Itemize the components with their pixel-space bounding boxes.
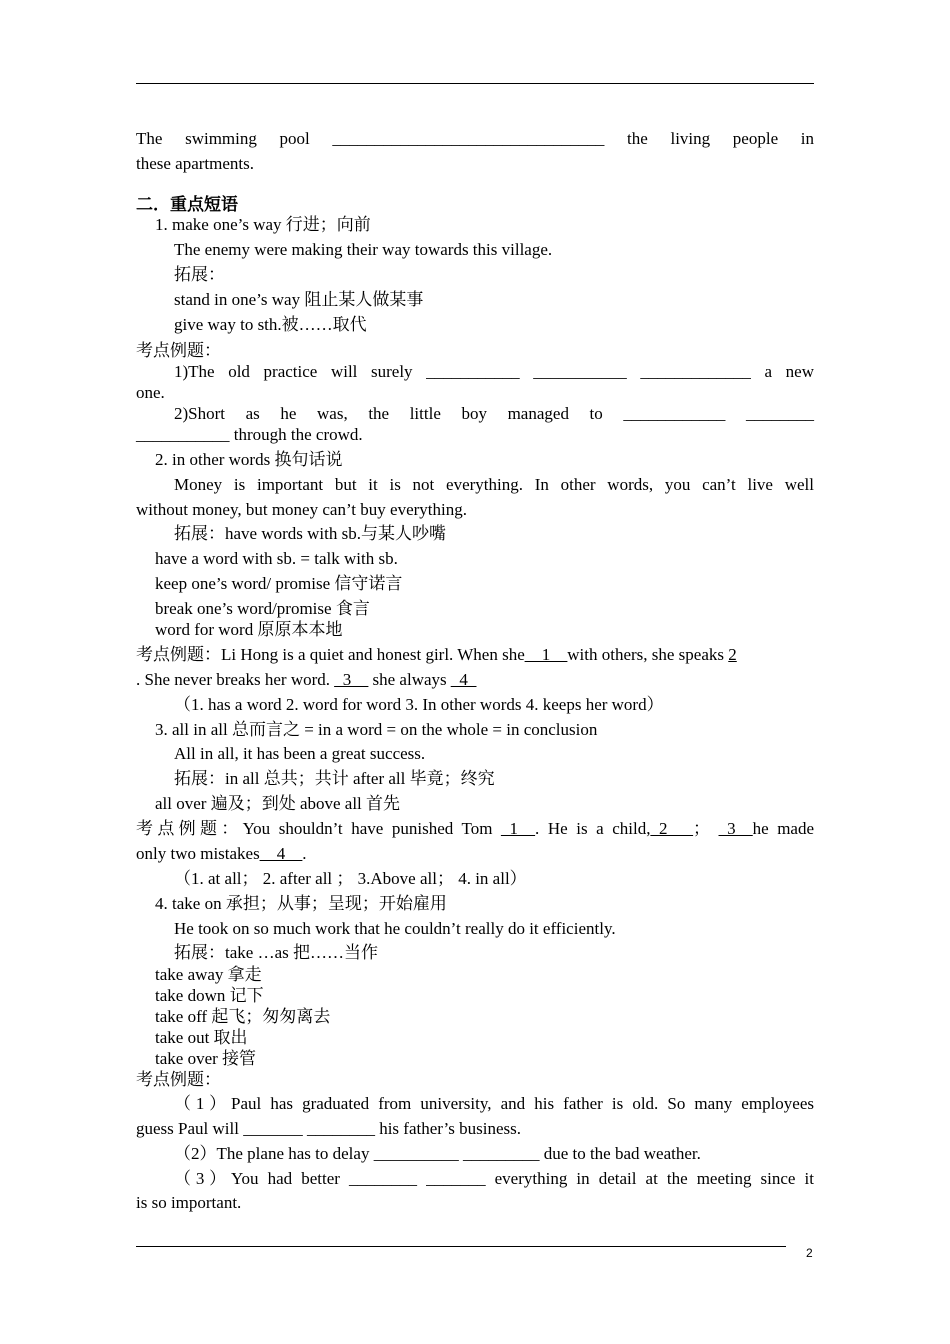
- text-segment: 考点例题：Li Hong is a quiet and honest girl. When she: [136, 645, 525, 664]
- text-segment: she always: [368, 670, 451, 689]
- header-rule: [136, 83, 814, 84]
- text-segment: only two mistakes: [136, 844, 260, 863]
- text-segment: . He is a child,: [535, 819, 651, 838]
- phrase-heading: 2. in other words 换句话说: [155, 450, 343, 469]
- answer-blank: __1__: [524, 645, 568, 664]
- options-line: （1. has a word 2. word for word 3. In other words 4. keeps her word）: [174, 695, 664, 714]
- text-line: The enemy were making their way towards this village.: [174, 240, 553, 259]
- text-line: give way to sth.被……取代: [174, 315, 367, 334]
- text-line: these apartments.: [136, 154, 255, 173]
- page-number: 2: [806, 1246, 813, 1260]
- text-line: take out 取出: [155, 1028, 248, 1047]
- text-line: 拓展：have words with sb.与某人吵嘴: [174, 524, 446, 543]
- text-line: [136, 645, 737, 665]
- text-line: （1）Paul has graduated from university, and his father is old. So many employees: [174, 1094, 814, 1113]
- text-line: take off 起飞；匆匆离去: [155, 1007, 331, 1026]
- text-line: guess Paul will _______ ________ his father’s business.: [136, 1119, 522, 1138]
- text-line: ___________ through the crowd.: [136, 425, 363, 444]
- answer-blank: _1__: [501, 819, 536, 838]
- text-line: All in all, it has been a great success.: [174, 744, 426, 763]
- phrase-heading: 4. take on 承担；从事；呈现；开始雇用: [155, 894, 447, 913]
- text-line: have a word with sb. = talk with sb.: [155, 549, 398, 568]
- text-line: （2）The plane has to delay __________ _________ due to the bad weather.: [174, 1144, 701, 1163]
- text-line: 考点例题：: [136, 1070, 221, 1089]
- text-line: 拓展：take …as 把……当作: [174, 943, 378, 962]
- options-line: （1. at all； 2. after all ； 3.Above all； 4. in all）: [174, 869, 527, 888]
- text-line: He took on so much work that he couldn’t really do it efficiently.: [174, 919, 616, 938]
- answer-blank: _3__: [718, 819, 753, 838]
- answer-blank: _3__: [334, 670, 369, 689]
- text-line: [136, 844, 306, 864]
- footer-rule: [136, 1246, 786, 1247]
- text-segment: . She never breaks her word.: [136, 670, 335, 689]
- text-line: keep one’s word/ promise 信守诺言: [155, 574, 403, 593]
- text-line: take over 接管: [155, 1049, 257, 1068]
- text-line: one.: [136, 383, 165, 402]
- text-line: 拓展：in all 总共；共计 after all 毕竟；终究: [174, 769, 495, 788]
- text-line: is so important.: [136, 1193, 242, 1212]
- text-segment: ；: [693, 819, 719, 838]
- text-line: take down 记下: [155, 986, 264, 1005]
- text-segment: with others, she speaks: [567, 645, 729, 664]
- text-line: break one’s word/promise 食言: [155, 599, 370, 618]
- answer-blank: _4_: [450, 670, 477, 689]
- text-line: [136, 670, 476, 690]
- text-segment: .: [302, 844, 307, 863]
- text-line: 拓展：: [174, 265, 225, 284]
- text-segment: he made: [752, 819, 815, 838]
- text-line: 1)The old practice will surely ___________ ___________ _____________ a new: [174, 362, 814, 381]
- section-heading: 二．重点短语: [136, 195, 238, 214]
- text-line: all over 遍及；到处 above all 首先: [155, 794, 401, 813]
- text-line: take away 拿走: [155, 965, 262, 984]
- text-line: （3）You had better ________ _______ everything in detail at the meeting since it: [174, 1169, 814, 1188]
- text-line: stand in one’s way 阻止某人做某事: [174, 290, 424, 309]
- phrase-heading: 1. make one’s way 行进；向前: [155, 215, 371, 234]
- text-line: 考点例题：: [136, 341, 221, 360]
- text-line: Money is important but it is not everything. In other words, you can’t live well: [174, 475, 814, 494]
- text-line: without money, but money can’t buy everything.: [136, 500, 467, 519]
- text-line: word for word 原原本本地: [155, 620, 343, 639]
- text-line: The swimming pool ________________________________ the living people in: [136, 129, 814, 148]
- text-line: [136, 819, 814, 839]
- phrase-heading: 3. all in all 总而言之 = in a word = on the whole = in conclusion: [155, 720, 598, 739]
- answer-blank: 2: [728, 645, 737, 664]
- text-line: 2)Short as he was, the little boy managed to ____________ ________: [174, 404, 814, 423]
- text-segment: 考点例题：You shouldn’t have punished Tom: [136, 819, 502, 838]
- answer-blank: __4__: [259, 844, 303, 863]
- answer-blank: _2___: [650, 819, 693, 838]
